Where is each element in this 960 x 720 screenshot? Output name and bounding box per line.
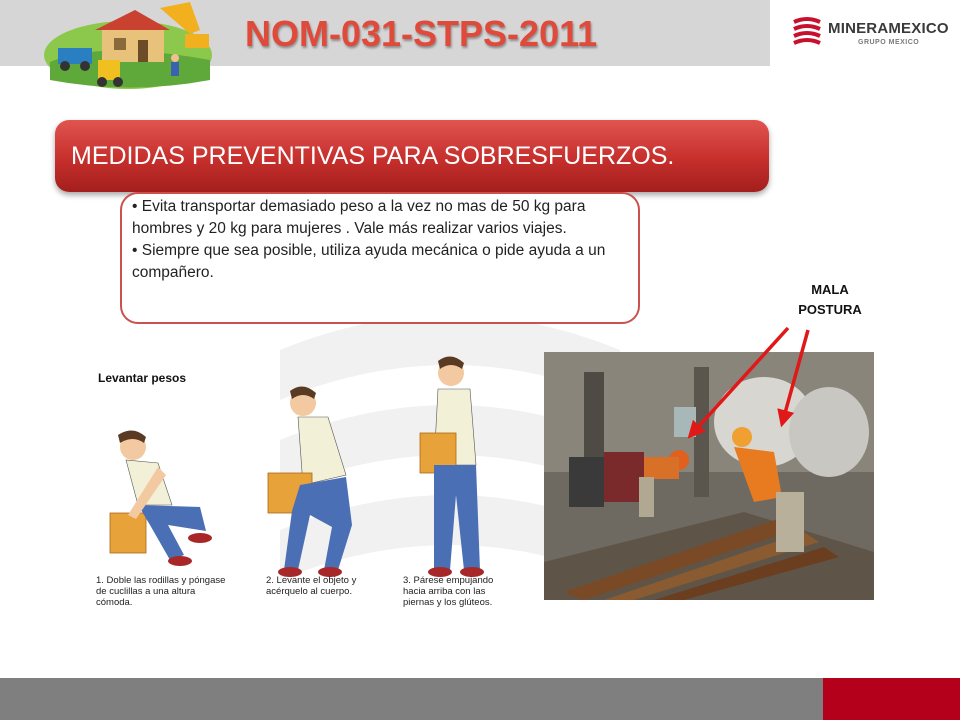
bullet-box xyxy=(120,192,640,324)
figure-stand xyxy=(420,356,484,577)
bad-posture-text: MALA POSTURA xyxy=(798,282,862,317)
step-caption: 2. Levante el objeto y acérquelo al cuerpo. xyxy=(266,575,357,597)
figure-lift xyxy=(268,386,352,577)
banner-title: MEDIDAS PREVENTIVAS PARA SOBRESFUERZOS. xyxy=(71,142,675,170)
brand-name: MINERAMEXICO xyxy=(828,20,949,37)
step-caption: 3. Párese empujando hacia arriba con las piernas y los glúteos. xyxy=(403,575,494,608)
arrow-icon xyxy=(660,320,840,440)
footer-accent xyxy=(823,678,960,720)
lifting-figures xyxy=(88,355,518,585)
brand-subtitle: GRUPO MEXICO xyxy=(858,39,920,46)
section-banner xyxy=(55,120,769,192)
lifting-heading: Levantar pesos xyxy=(98,371,187,385)
bad-posture-label xyxy=(780,280,880,320)
bullet-item: • Evita transportar demasiado peso a la vez no mas de 50 kg para hombres y 20 kg para mujeres . Vale más realizar varios viajes. xyxy=(132,198,586,237)
bullet-item: • Siempre que sea posible, utiliza ayuda mecánica o pide ayuda a un compañero. xyxy=(132,242,606,281)
step-caption: 1. Doble las rodillas y póngase de cuclillas a una altura cómoda. xyxy=(96,575,226,608)
footer-bar xyxy=(0,678,823,720)
figure-crouch xyxy=(110,430,212,566)
construction-clipart xyxy=(40,0,215,92)
brand-logo xyxy=(790,14,950,54)
lifting-illustration xyxy=(88,355,518,617)
mineramexico-logo xyxy=(790,14,824,50)
page-title: NOM-031-STPS-2011 xyxy=(245,13,598,54)
